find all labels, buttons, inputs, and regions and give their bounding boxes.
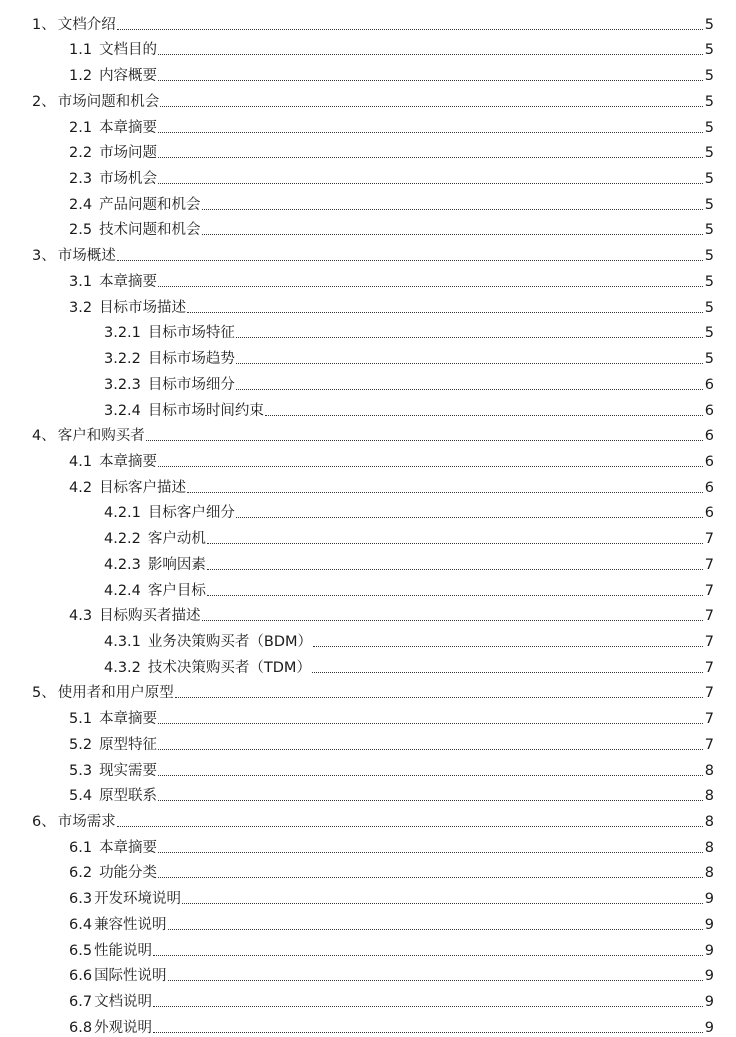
- toc-entry[interactable]: [0, 239, 736, 265]
- toc-entry-number: 3.2.3: [104, 376, 141, 393]
- toc-entry[interactable]: [0, 702, 736, 728]
- toc-entry-title: 国际性说明: [94, 968, 167, 985]
- toc-entry-page-number: 7: [704, 659, 714, 676]
- toc-entry-number: 3.2: [69, 299, 93, 316]
- toc-entry-title: 技术问题和机会: [99, 222, 201, 239]
- toc-entry-number: 2.3: [69, 171, 93, 188]
- toc-entry[interactable]: [0, 651, 736, 677]
- toc-entry-page-number: 6: [704, 402, 714, 419]
- toc-entry[interactable]: [0, 342, 736, 368]
- toc-entry[interactable]: [0, 985, 736, 1011]
- toc-entry[interactable]: [0, 368, 736, 394]
- toc-entry-page-number: 7: [704, 633, 714, 650]
- toc-entry[interactable]: [0, 111, 736, 137]
- toc-entry-number: 6.6: [69, 968, 93, 985]
- toc-entry[interactable]: [0, 831, 736, 857]
- dot-leader: [158, 157, 703, 158]
- dot-leader: [153, 1032, 703, 1033]
- toc-entry-number: 3.2.2: [104, 351, 141, 368]
- toc-entry-title: 市场机会: [99, 171, 158, 188]
- toc-entry-page-number: 8: [704, 814, 714, 830]
- toc-entry-page-number: 8: [704, 839, 714, 856]
- dot-leader: [158, 80, 703, 81]
- toc-entry-page-number: 7: [704, 685, 714, 702]
- toc-entry-number: 2、: [32, 93, 56, 110]
- toc-entry-number: 3、: [32, 248, 56, 265]
- toc-entry-page-number: 9: [704, 942, 714, 959]
- toc-entry-number: 2.5: [69, 222, 93, 239]
- toc-entry-page-number: 5: [704, 68, 714, 85]
- toc-entry-number: 4.1: [69, 453, 93, 470]
- dot-leader: [207, 595, 703, 596]
- toc-entry[interactable]: [0, 445, 736, 471]
- toc-entry-title: 使用者和用户原型: [57, 685, 174, 702]
- dot-leader: [207, 543, 703, 544]
- toc-entry[interactable]: [0, 574, 736, 600]
- toc-entry-page-number: 7: [704, 531, 714, 548]
- toc-entry-title: 现实需要: [99, 762, 158, 779]
- dot-leader: [182, 903, 703, 904]
- toc-entry-page-number: 8: [704, 762, 714, 779]
- toc-entry-page-number: 7: [704, 556, 714, 573]
- toc-entry-page-number: 5: [704, 42, 714, 59]
- toc-entry[interactable]: [0, 908, 736, 934]
- toc-entry-number: 5.3: [69, 762, 93, 779]
- toc-entry-title: 本章摘要: [99, 273, 158, 290]
- toc-entry-title: 技术决策购买者（TDM）: [147, 659, 311, 676]
- dot-leader: [158, 286, 703, 287]
- toc-entry[interactable]: [0, 8, 736, 34]
- toc-entry-page-number: 9: [704, 891, 714, 908]
- toc-entry[interactable]: [0, 780, 736, 806]
- toc-entry[interactable]: [0, 625, 736, 651]
- dot-leader: [153, 1006, 703, 1007]
- toc-entry-number: 4.2: [69, 479, 93, 496]
- dot-leader: [313, 646, 703, 647]
- toc-entry[interactable]: [0, 59, 736, 85]
- toc-entry[interactable]: [0, 317, 736, 343]
- toc-entry[interactable]: [0, 754, 736, 780]
- toc-entry-title: 本章摘要: [99, 839, 158, 856]
- dot-leader: [158, 54, 703, 55]
- toc-entry-number: 4.2.3: [104, 556, 141, 573]
- toc-entry-page-number: 5: [704, 351, 714, 368]
- toc-entry-page-number: 5: [704, 325, 714, 342]
- toc-entry-title: 目标客户描述: [99, 479, 187, 496]
- toc-entry-title: 内容概要: [99, 68, 158, 85]
- toc-entry-page-number: 7: [704, 608, 714, 625]
- toc-entry-page-number: 9: [704, 916, 714, 933]
- toc-entry[interactable]: [0, 291, 736, 317]
- toc-entry-title: 本章摘要: [99, 453, 158, 470]
- toc-entry-page-number: 5: [704, 273, 714, 290]
- toc-entry-title: 原型联系: [99, 788, 158, 805]
- toc-entry-number: 5、: [32, 685, 56, 702]
- toc-entry-title: 产品问题和机会: [99, 196, 201, 213]
- toc-entry-page-number: 6: [704, 428, 714, 445]
- toc-entry-number: 4.3.1: [104, 633, 141, 650]
- dot-leader: [153, 955, 703, 956]
- toc-entry[interactable]: [0, 188, 736, 214]
- toc-entry-page-number: 7: [704, 582, 714, 599]
- toc-entry-title: 文档说明: [94, 994, 153, 1011]
- toc-entry-number: 6.2: [69, 865, 93, 882]
- toc-entry-number: 5.1: [69, 711, 93, 728]
- toc-entry-number: 6.3: [69, 891, 93, 908]
- toc-entry-title: 市场问题和机会: [57, 93, 160, 110]
- toc-entry-number: 4.3.2: [104, 659, 141, 676]
- dot-leader: [158, 775, 703, 776]
- toc-entry-page-number: 5: [704, 248, 714, 265]
- toc-entry-title: 外观说明: [94, 1019, 153, 1036]
- dot-leader: [158, 800, 703, 801]
- toc-entry-title: 目标市场趋势: [147, 351, 235, 368]
- toc-entry-number: 1.2: [69, 68, 93, 85]
- toc-entry-title: 目标客户细分: [147, 505, 235, 522]
- toc-entry-title: 兼容性说明: [94, 916, 167, 933]
- toc-entry-number: 4、: [32, 428, 56, 445]
- toc-entry-number: 4.2.2: [104, 531, 141, 548]
- toc-entry[interactable]: [0, 162, 736, 188]
- toc-entry[interactable]: [0, 137, 736, 163]
- toc-entry-page-number: 7: [704, 711, 714, 728]
- toc-entry-page-number: 6: [704, 376, 714, 393]
- toc-entry-title: 开发环境说明: [94, 891, 182, 908]
- dot-leader: [236, 363, 703, 364]
- toc-entry-title: 业务决策购买者（BDM）: [147, 633, 313, 650]
- toc-entry-number: 2.1: [69, 119, 93, 136]
- toc-entry-title: 目标市场细分: [147, 376, 235, 393]
- dot-leader: [187, 312, 703, 313]
- table-of-contents: [0, 8, 736, 1037]
- dot-leader: [117, 826, 703, 827]
- toc-entry-number: 6、: [32, 814, 56, 830]
- toc-entry[interactable]: [0, 34, 736, 60]
- toc-entry-title: 文档介绍: [57, 16, 116, 33]
- toc-entry-number: 6.7: [69, 994, 93, 1011]
- dot-leader: [168, 929, 703, 930]
- toc-entry[interactable]: [0, 548, 736, 574]
- toc-entry-title: 原型特征: [99, 736, 158, 753]
- toc-entry-number: 3.2.4: [104, 402, 141, 419]
- toc-entry-number: 6.8: [69, 1019, 93, 1036]
- toc-entry-title: 客户和购买者: [57, 428, 145, 445]
- toc-entry-page-number: 5: [704, 93, 714, 110]
- toc-entry-number: 4.2.4: [104, 582, 141, 599]
- toc-entry-page-number: 8: [704, 865, 714, 882]
- toc-entry-number: 6.1: [69, 839, 93, 856]
- toc-entry[interactable]: [0, 85, 736, 111]
- toc-entry-page-number: 6: [704, 453, 714, 470]
- toc-entry-number: 1、: [32, 16, 56, 33]
- dot-leader: [158, 723, 703, 724]
- toc-entry[interactable]: [0, 394, 736, 420]
- toc-entry[interactable]: [0, 522, 736, 548]
- toc-entry-number: 5.4: [69, 788, 93, 805]
- dot-leader: [158, 877, 703, 878]
- toc-entry-title: 客户目标: [147, 582, 206, 599]
- toc-entry-title: 本章摘要: [99, 119, 158, 136]
- toc-entry-page-number: 7: [704, 736, 714, 753]
- toc-entry-page-number: 5: [704, 145, 714, 162]
- toc-entry-title: 文档目的: [99, 42, 158, 59]
- dot-leader: [236, 389, 703, 390]
- toc-entry-page-number: 5: [704, 299, 714, 316]
- toc-entry[interactable]: [0, 471, 736, 497]
- dot-leader: [236, 517, 703, 518]
- dot-leader: [202, 234, 703, 235]
- dot-leader: [168, 980, 703, 981]
- dot-leader: [175, 697, 703, 698]
- toc-entry[interactable]: [0, 960, 736, 986]
- toc-entry-title: 市场需求: [57, 814, 116, 830]
- toc-entry-title: 影响因素: [147, 556, 206, 573]
- toc-entry[interactable]: [0, 677, 736, 703]
- dot-leader: [158, 466, 703, 467]
- toc-entry-number: 2.2: [69, 145, 93, 162]
- toc-entry-page-number: 9: [704, 1019, 714, 1036]
- toc-entry-title: 性能说明: [94, 942, 153, 959]
- dot-leader: [158, 749, 703, 750]
- toc-entry-title: 功能分类: [99, 865, 158, 882]
- toc-entry[interactable]: [0, 934, 736, 960]
- toc-entry-page-number: 5: [704, 119, 714, 136]
- toc-entry-page-number: 9: [704, 994, 714, 1011]
- dot-leader: [187, 492, 703, 493]
- toc-entry-number: 3.2.1: [104, 325, 141, 342]
- dot-leader: [158, 852, 703, 853]
- dot-leader: [207, 569, 703, 570]
- toc-entry[interactable]: [0, 265, 736, 291]
- toc-entry-page-number: 5: [704, 171, 714, 188]
- toc-entry-title: 目标市场时间约束: [147, 402, 264, 419]
- dot-leader: [158, 132, 703, 133]
- dot-leader: [117, 29, 703, 30]
- toc-entry-title: 目标市场特征: [147, 325, 235, 342]
- toc-entry[interactable]: [0, 805, 736, 831]
- toc-entry-number: 2.4: [69, 196, 93, 213]
- toc-entry-title: 市场问题: [99, 145, 158, 162]
- toc-entry-page-number: 6: [704, 505, 714, 522]
- toc-entry-page-number: 8: [704, 788, 714, 805]
- toc-entry[interactable]: [0, 728, 736, 754]
- toc-entry-number: 3.1: [69, 273, 93, 290]
- toc-entry-number: 5.2: [69, 736, 93, 753]
- toc-entry-page-number: 5: [704, 196, 714, 213]
- toc-entry-page-number: 5: [704, 222, 714, 239]
- dot-leader: [158, 183, 703, 184]
- toc-entry-number: 4.2.1: [104, 505, 141, 522]
- toc-entry-title: 市场概述: [57, 248, 116, 265]
- toc-entry-title: 本章摘要: [99, 711, 158, 728]
- toc-entry-number: 6.4: [69, 916, 93, 933]
- toc-entry-number: 6.5: [69, 942, 93, 959]
- toc-entry[interactable]: [0, 857, 736, 883]
- toc-entry[interactable]: [0, 1011, 736, 1037]
- toc-entry[interactable]: [0, 600, 736, 626]
- dot-leader: [236, 337, 703, 338]
- toc-entry-page-number: 5: [704, 16, 714, 33]
- toc-entry-number: 4.3: [69, 608, 93, 625]
- dot-leader: [160, 106, 703, 107]
- toc-entry-page-number: 6: [704, 479, 714, 496]
- toc-entry[interactable]: [0, 420, 736, 446]
- dot-leader: [202, 620, 703, 621]
- toc-entry-title: 目标购买者描述: [99, 608, 201, 625]
- toc-entry-page-number: 9: [704, 968, 714, 985]
- dot-leader: [265, 415, 703, 416]
- toc-entry[interactable]: [0, 497, 736, 523]
- dot-leader: [312, 672, 703, 673]
- dot-leader: [146, 440, 703, 441]
- dot-leader: [117, 260, 703, 261]
- toc-entry-title: 目标市场描述: [99, 299, 187, 316]
- toc-entry-number: 1.1: [69, 42, 93, 59]
- dot-leader: [202, 209, 703, 210]
- toc-entry-title: 客户动机: [147, 531, 206, 548]
- toc-entry[interactable]: [0, 882, 736, 908]
- toc-entry[interactable]: [0, 214, 736, 240]
